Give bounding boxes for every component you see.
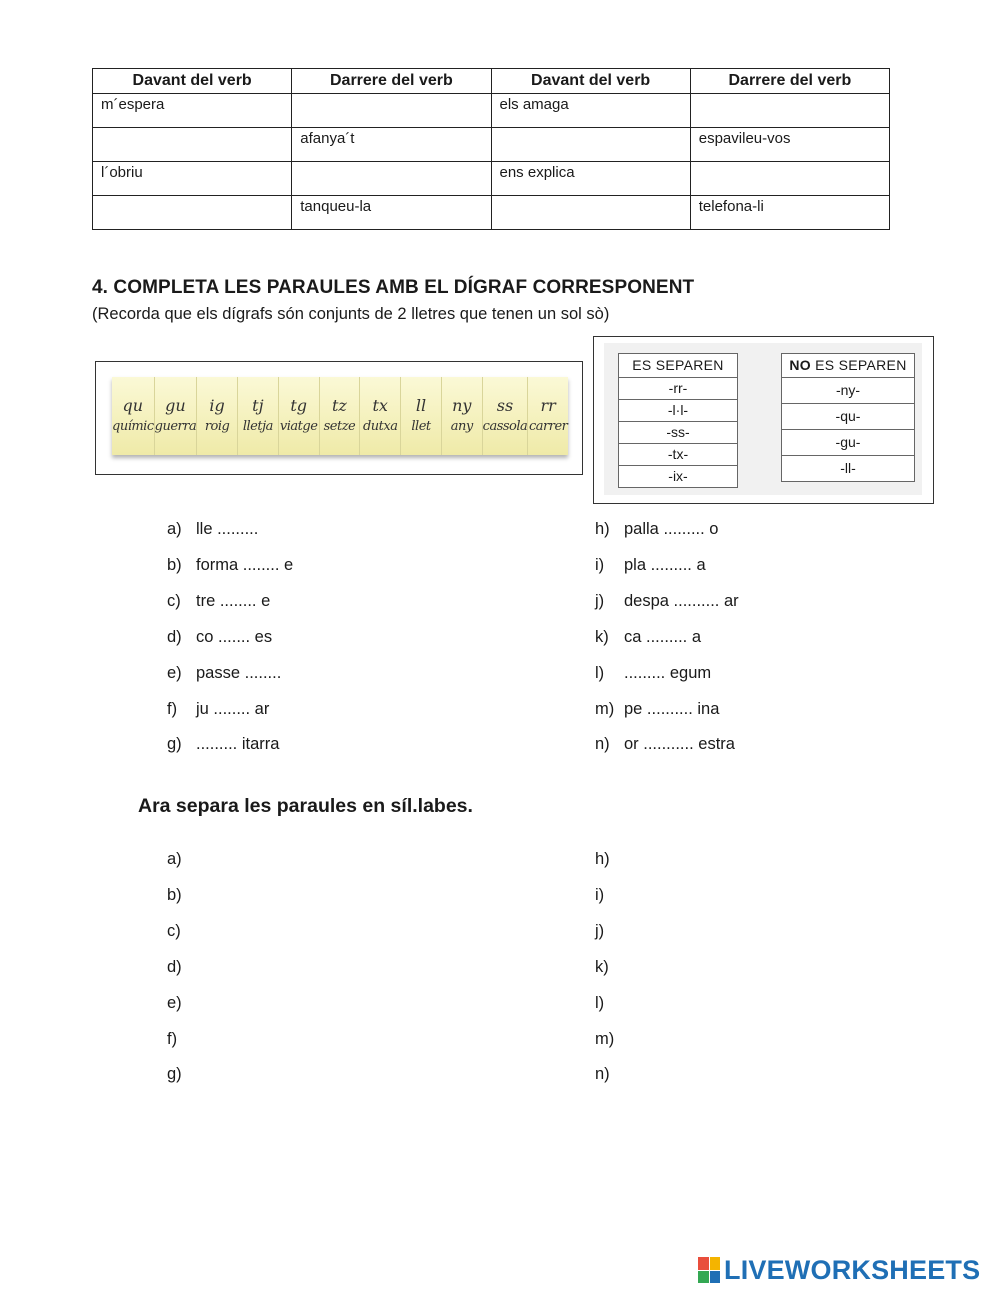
item-text[interactable]: pe .......... ina [624, 699, 720, 718]
liveworksheets-logo [698, 1255, 980, 1285]
item-letter: b) [167, 555, 182, 574]
digraph-letters: tx [372, 396, 388, 415]
item-text[interactable]: tre ........ e [196, 591, 271, 610]
no-es-separen-header-bold: NO [789, 357, 811, 373]
no-es-separen-item: -ny- [782, 378, 914, 404]
digraph-cell [279, 377, 320, 455]
table-header: Darrere del verb [292, 69, 491, 94]
table-cell-input[interactable] [491, 196, 690, 230]
exercise-item [595, 556, 706, 575]
exercise-item [167, 664, 281, 683]
table-row [93, 94, 890, 128]
item-letter: d) [167, 627, 182, 646]
item-letter: f) [167, 699, 178, 718]
digraph-letters: ny [452, 396, 472, 415]
digraph-letters: ll [415, 396, 427, 415]
item-letter: n) [595, 735, 610, 754]
item-letter: c) [167, 591, 181, 610]
digraph-cell [442, 377, 483, 455]
digraph-cell [197, 377, 238, 455]
digraph-cell [483, 377, 529, 455]
digraph-cell [155, 377, 198, 455]
item-text[interactable]: palla ......... o [624, 520, 719, 538]
section-title: 4. COMPLETA LES PARAULES AMB EL DÍGRAF CORRESPONENT [92, 277, 695, 298]
digraph-cell [238, 377, 279, 455]
item-text[interactable]: passe ........ [196, 663, 282, 682]
syllable-answer-item [595, 922, 624, 941]
digraph-letters: rr [540, 396, 556, 415]
table-cell: telefona-li [690, 196, 889, 230]
no-es-separen-item: -gu- [782, 430, 914, 456]
syllable-answer-item [167, 1065, 196, 1084]
item-letter: i) [595, 555, 605, 574]
verb-position-table [92, 68, 890, 230]
table-cell: els amaga [491, 94, 690, 128]
table-row [93, 162, 890, 196]
digraph-letters: tg [290, 396, 307, 415]
exercise-item [595, 664, 711, 683]
syllable-answer-item [595, 958, 624, 977]
logo-icon [698, 1257, 720, 1283]
digraph-cell [401, 377, 442, 455]
item-text[interactable]: ju ........ ar [196, 699, 270, 718]
item-letter: a) [167, 850, 182, 868]
item-text[interactable]: forma ........ e [196, 555, 294, 574]
digraph-example-word: roig [204, 419, 230, 434]
es-separen-item: -ix- [668, 468, 688, 484]
table-cell: ens explica [491, 162, 690, 196]
digraph-letters: ss [496, 396, 514, 415]
logo-square [698, 1257, 709, 1270]
es-separen-item: -ss- [619, 422, 737, 444]
item-letter: h) [595, 850, 610, 868]
item-text[interactable]: ......... itarra [196, 735, 280, 754]
digraph-cell [360, 377, 401, 455]
item-text[interactable]: pla ......... a [624, 555, 706, 574]
digraph-letters: tj [252, 396, 264, 415]
no-es-separen-column [781, 353, 915, 482]
digraph-cell [528, 377, 568, 455]
digraph-example-word: guerra [154, 419, 197, 434]
item-letter: h) [595, 520, 610, 538]
digraph-example-word: any [450, 419, 473, 434]
item-text[interactable]: despa .......... ar [624, 591, 739, 610]
logo-text: LIVEWORKSHEETS [724, 1255, 981, 1285]
item-text[interactable]: co ....... es [196, 627, 273, 646]
digraph-letters: ig [209, 396, 225, 415]
exercise-item [595, 592, 739, 611]
digraph-cell [320, 377, 361, 455]
table-cell-input[interactable] [292, 94, 491, 128]
item-text[interactable]: lle ......... [196, 520, 259, 538]
digraph-example-word: cassola [482, 419, 528, 434]
no-es-separen-header-rest: ES SEPAREN [810, 357, 907, 373]
digraph-examples-image [95, 361, 583, 475]
item-letter: g) [167, 1065, 182, 1084]
table-cell: espavileu-vos [690, 128, 889, 162]
item-letter: a) [167, 520, 182, 538]
exercise-item [595, 628, 701, 647]
no-es-separen-item: -qu- [782, 404, 914, 430]
table-row [93, 196, 890, 230]
exercise-item [167, 628, 272, 647]
exercise-item [167, 700, 269, 719]
es-separen-item: -l·l- [619, 400, 737, 422]
digraph-letters: gu [165, 396, 186, 415]
table-cell-input[interactable] [93, 128, 292, 162]
item-text[interactable]: or ........... estra [624, 735, 735, 754]
digraph-letters: tz [332, 396, 347, 415]
item-text[interactable]: ca ......... a [624, 627, 702, 646]
table-cell: l´obriu [93, 162, 292, 196]
table-header: Darrere del verb [690, 69, 889, 94]
syllable-answer-item [167, 1030, 196, 1049]
table-header: Davant del verb [491, 69, 690, 94]
digraph-cell [112, 377, 155, 455]
digraph-example-word: dutxa [362, 419, 398, 434]
item-text[interactable]: ......... egum [624, 663, 712, 682]
syllable-answer-item [167, 886, 196, 905]
table-cell-input[interactable] [690, 94, 889, 128]
exercise-item [167, 735, 279, 754]
item-letter: b) [167, 885, 182, 904]
syllable-answer-item [167, 922, 196, 941]
item-letter: j) [595, 921, 605, 940]
syllable-answer-item [595, 1065, 624, 1084]
no-es-separen-header [782, 354, 914, 378]
item-letter: c) [167, 921, 181, 940]
section-subtitle: (Recorda que els dígrafs són conjunts de 2 lletres que tenen un sol sò) [92, 305, 610, 323]
separation-rules-panel [604, 343, 922, 495]
item-letter: f) [167, 1029, 178, 1048]
item-letter: m) [595, 1029, 615, 1048]
item-letter: g) [167, 735, 182, 754]
exercise-item [167, 520, 258, 539]
digraph-example-word: setze [323, 419, 356, 434]
es-separen-item: -tx- [619, 444, 737, 466]
digraph-example-word: llet [411, 419, 431, 434]
table-cell: tanqueu-la [292, 196, 491, 230]
digraph-strip [112, 377, 568, 455]
table-header-row [93, 69, 890, 94]
digraph-example-word: viatge [279, 419, 318, 434]
item-letter: l) [595, 993, 605, 1012]
item-letter: m) [595, 699, 615, 718]
digraph-example-word: carrer [528, 419, 568, 434]
item-letter: l) [595, 663, 605, 682]
item-letter: j) [595, 591, 605, 610]
es-separen-item: -rr- [619, 378, 737, 400]
exercise-item [595, 700, 719, 719]
digraph-example-word: lletja [242, 419, 273, 434]
syllable-answer-item [595, 850, 624, 869]
table-cell-input[interactable] [292, 162, 491, 196]
exercise-item [595, 520, 718, 539]
syllable-answer-item [595, 994, 624, 1013]
es-separen-column [618, 353, 738, 488]
item-letter: n) [595, 1065, 610, 1084]
exercise-item [167, 592, 270, 611]
syllables-heading: Ara separa les paraules en síl.labes. [138, 795, 473, 817]
syllable-answer-item [167, 850, 196, 869]
item-letter: e) [167, 663, 182, 682]
es-separen-header: ES SEPAREN [619, 354, 737, 378]
item-letter: d) [167, 957, 182, 976]
table-cell: m´espera [93, 94, 292, 128]
item-letter: k) [595, 627, 609, 646]
syllable-answer-item [167, 958, 196, 977]
item-letter: k) [595, 957, 609, 976]
digraph-letters: qu [122, 396, 144, 415]
table-cell-input[interactable] [690, 162, 889, 196]
table-header: Davant del verb [93, 69, 292, 94]
syllable-answer-item [595, 886, 624, 905]
table-cell-input[interactable] [491, 128, 690, 162]
exercise-item [167, 556, 293, 575]
item-letter: e) [167, 993, 182, 1012]
syllable-answer-item [595, 1030, 624, 1049]
separation-rules-image [593, 336, 934, 504]
table-cell-input[interactable] [93, 196, 292, 230]
item-letter: i) [595, 885, 605, 904]
exercise-item [595, 735, 735, 754]
logo-square [710, 1271, 721, 1284]
logo-square [710, 1257, 721, 1270]
table-row [93, 128, 890, 162]
syllable-answer-item [167, 994, 196, 1013]
logo-square [698, 1271, 709, 1284]
digraph-example-word: químic [112, 419, 154, 434]
no-es-separen-item: -ll- [840, 460, 856, 476]
table-cell: afanya´t [292, 128, 491, 162]
